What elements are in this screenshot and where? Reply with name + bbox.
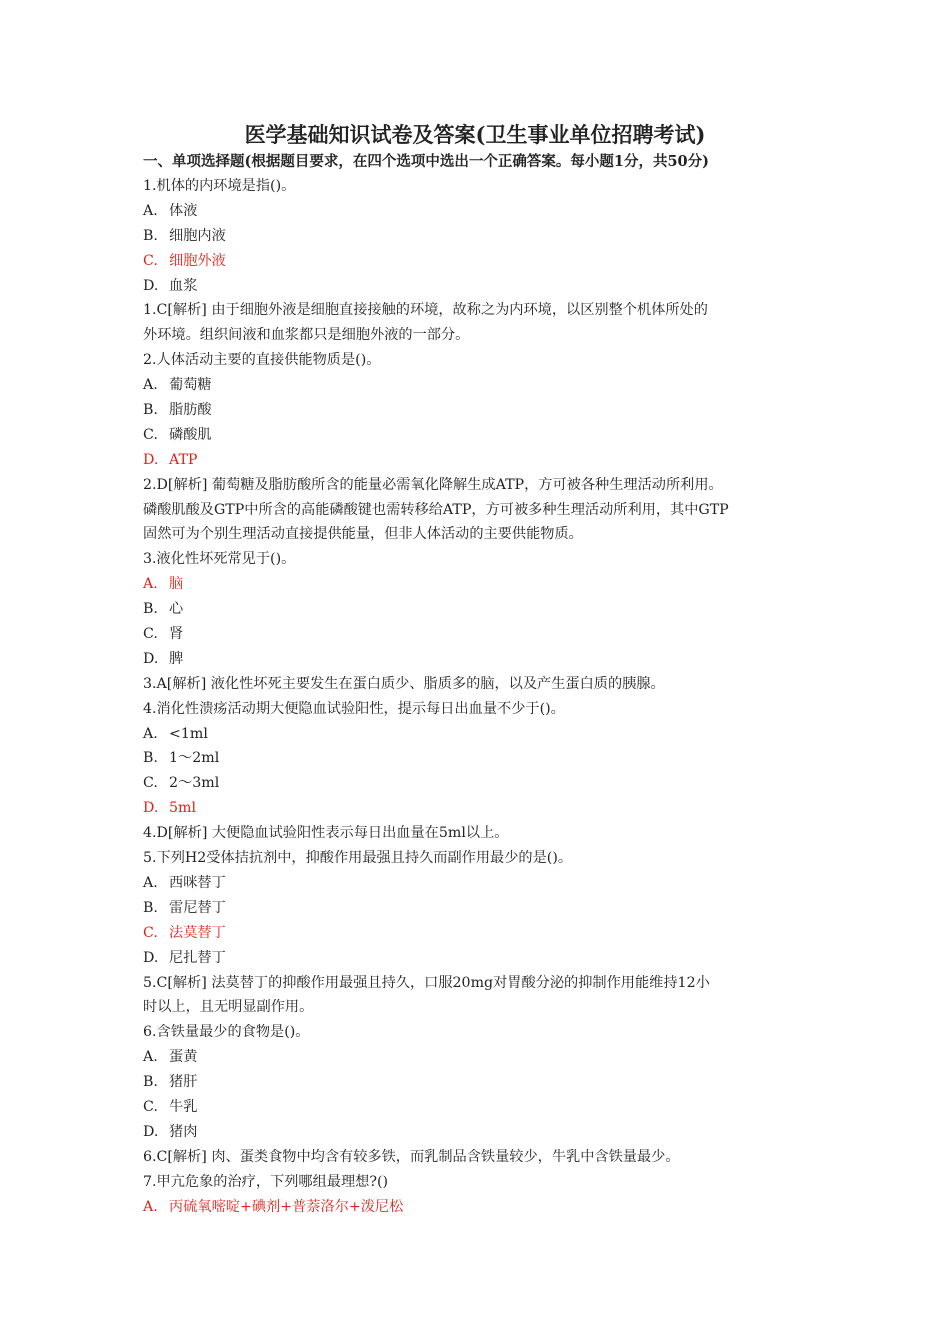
option-letter: A. xyxy=(143,576,158,593)
question-list xyxy=(143,174,828,1219)
option xyxy=(143,946,828,971)
option-letter: D. xyxy=(143,277,159,294)
explanation-line: 1.C[解析] 由于细胞外液是细胞直接接触的环境，故称之为内环境，以区别整个机体所处的 xyxy=(143,302,708,319)
option-text: 猪肝 xyxy=(169,1074,198,1091)
option-letter: B. xyxy=(143,227,158,244)
option-letter: B. xyxy=(143,1074,158,1091)
question-text: 4.消化性溃疡活动期大便隐血试验阳性，提示每日出血量不少于()。 xyxy=(143,700,565,717)
correct-option xyxy=(143,921,828,946)
option-letter: C. xyxy=(143,1098,158,1115)
explanation-line: 磷酸肌酸及GTP中所含的高能磷酸键也需转移给ATP，方可被多种生理活动所利用，其中GTP xyxy=(143,501,729,518)
option xyxy=(143,771,828,796)
explanation-line: 时以上，且无明显副作用。 xyxy=(143,999,314,1016)
option xyxy=(143,746,828,771)
option-text: 丙硫氧嘧啶+碘剂+普萘洛尔+泼尼松 xyxy=(169,1198,404,1215)
explanation-line: 2.D[解析] 葡萄糖及脂肪酸所含的能量必需氧化降解生成ATP，方可被各种生理活动所利用。 xyxy=(143,476,723,493)
option-letter: B. xyxy=(143,402,158,419)
option-text: <1ml xyxy=(169,725,208,742)
option-letter: D. xyxy=(143,650,159,667)
option-text: 牛乳 xyxy=(169,1098,198,1115)
question-text: 3.液化性坏死常见于()。 xyxy=(143,551,296,568)
correct-option xyxy=(143,448,828,473)
option-letter: C. xyxy=(143,775,158,792)
option xyxy=(143,722,828,747)
explanation-line: 外环境。组织间液和血浆都只是细胞外液的一部分。 xyxy=(143,327,470,344)
option xyxy=(143,597,828,622)
option xyxy=(143,373,828,398)
option-text: 体液 xyxy=(169,202,198,219)
explanation-line: 5.C[解析] 法莫替丁的抑酸作用最强且持久，口服20mg对胃酸分泌的抑制作用能维持12小 xyxy=(143,974,710,991)
option-text: 法莫替丁 xyxy=(169,924,226,941)
option xyxy=(143,1070,828,1095)
option-text: 猪肉 xyxy=(169,1123,198,1140)
option-text: ATP xyxy=(169,451,198,468)
option-text: 心 xyxy=(169,601,184,618)
option-text: 1～2ml xyxy=(169,750,220,767)
option xyxy=(143,224,828,249)
option-letter: B. xyxy=(143,750,158,767)
correct-option xyxy=(143,572,828,597)
question-text: 2.人体活动主要的直接供能物质是()。 xyxy=(143,352,381,369)
correct-option xyxy=(143,1195,828,1220)
option-text: 细胞内液 xyxy=(169,227,226,244)
option xyxy=(143,1120,828,1145)
option-letter: D. xyxy=(143,451,159,468)
option-letter: B. xyxy=(143,601,158,618)
option-letter: D. xyxy=(143,949,159,966)
explanation-line: 固然可为个别生理活动直接提供能量，但非人体活动的主要供能物质。 xyxy=(143,526,583,543)
option-letter: A. xyxy=(143,725,158,742)
option-text: 葡萄糖 xyxy=(169,377,212,394)
explanation-line: 6.C[解析] 肉、蛋类食物中均含有较多铁，而乳制品含铁量较少，牛乳中含铁量最少。 xyxy=(143,1148,680,1165)
explanation-line: 3.A[解析] 液化性坏死主要发生在蛋白质少、脂质多的脑，以及产生蛋白质的胰腺。 xyxy=(143,675,665,692)
option xyxy=(143,1095,828,1120)
option xyxy=(143,423,828,448)
option-text: 2～3ml xyxy=(169,775,220,792)
correct-option xyxy=(143,796,828,821)
option-text: 脂肪酸 xyxy=(169,402,212,419)
option xyxy=(143,1045,828,1070)
option-letter: C. xyxy=(143,252,158,269)
section-header: 一、单项选择题(根据题目要求，在四个选项中选出一个正确答案。每小题1分，共50分) xyxy=(143,153,709,170)
option-letter: D. xyxy=(143,800,159,817)
option-text: 尼扎替丁 xyxy=(169,949,226,966)
correct-option xyxy=(143,249,828,274)
option-text: 西咪替丁 xyxy=(169,874,226,891)
option-text: 磷酸肌 xyxy=(169,426,212,443)
option xyxy=(143,274,828,299)
option xyxy=(143,398,828,423)
option-letter: A. xyxy=(143,202,158,219)
question-text: 7.甲亢危象的治疗，下列哪组最理想?() xyxy=(143,1173,389,1190)
option-letter: C. xyxy=(143,426,158,443)
option-letter: A. xyxy=(143,377,158,394)
option-text: 脑 xyxy=(169,576,184,593)
option xyxy=(143,622,828,647)
option xyxy=(143,896,828,921)
option xyxy=(143,871,828,896)
option-letter: C. xyxy=(143,626,158,643)
option-text: 5ml xyxy=(169,800,197,817)
document-title: 医学基础知识试卷及答案(卫生事业单位招聘考试) xyxy=(244,122,706,147)
option-letter: C. xyxy=(143,924,158,941)
option-letter: B. xyxy=(143,899,158,916)
explanation-line: 4.D[解析] 大便隐血试验阳性表示每日出血量在5ml以上。 xyxy=(143,825,509,842)
option-text: 蛋黄 xyxy=(169,1049,198,1066)
option-letter: A. xyxy=(143,1198,158,1215)
option-letter: A. xyxy=(143,1049,158,1066)
option xyxy=(143,647,828,672)
option-text: 脾 xyxy=(169,650,184,667)
option-letter: A. xyxy=(143,874,158,891)
question-text: 6.含铁量最少的食物是()。 xyxy=(143,1024,310,1041)
question-text: 1.机体的内环境是指()。 xyxy=(143,178,296,194)
option xyxy=(143,199,828,224)
option-text: 细胞外液 xyxy=(169,252,226,269)
option-letter: D. xyxy=(143,1123,159,1140)
option-text: 肾 xyxy=(169,626,184,643)
question-text: 5.下列H2受体拮抗剂中，抑酸作用最强且持久而副作用最少的是()。 xyxy=(143,850,573,867)
option-text: 雷尼替丁 xyxy=(169,899,226,916)
option-text: 血浆 xyxy=(169,277,198,294)
